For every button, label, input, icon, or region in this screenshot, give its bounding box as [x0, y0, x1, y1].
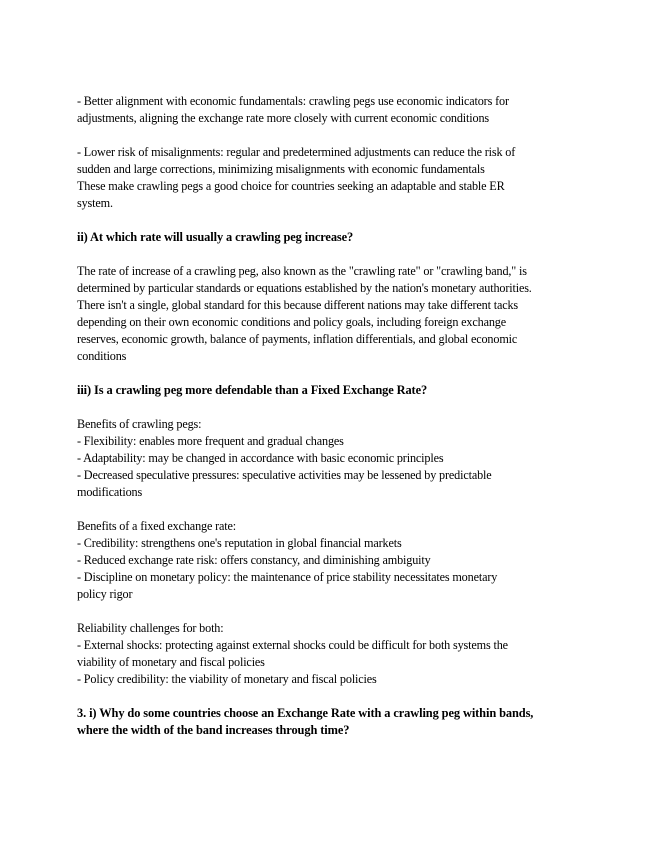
text-line: Reliability challenges for both: [77, 621, 224, 635]
text-line: There isn't a single, global standard for this because different nations may take different tacks [77, 298, 519, 312]
text-line: - Flexibility: enables more frequent and gradual changes [77, 434, 344, 448]
paragraph-gap [77, 399, 577, 416]
heading-line: ii) At which rate will usually a crawling peg increase? [77, 230, 354, 244]
text-line: determined by particular standards or equations established by the nation's monetary authorities. [77, 281, 532, 295]
text-line: - Decreased speculative pressures: speculative activities may be lessened by predictable [77, 468, 492, 482]
paragraph-gap [77, 365, 577, 382]
text-line: Benefits of crawling pegs: [77, 417, 202, 431]
text-line: reserves, economic growth, balance of payments, inflation differentials, and global economic [77, 332, 518, 346]
document-page [77, 93, 577, 739]
text-line: The rate of increase of a crawling peg, also known as the "crawling rate" or "crawling band," is [77, 264, 527, 278]
text-line: policy rigor [77, 587, 133, 601]
text-line: sudden and large corrections, minimizing misalignments with economic fundamentals [77, 162, 485, 176]
paragraph-gap [77, 603, 577, 620]
text-line: - Lower risk of misalignments: regular and predetermined adjustments can reduce the risk of [77, 145, 516, 159]
text-line: conditions [77, 349, 127, 363]
paragraph-misalignment-risk [77, 144, 577, 212]
text-line: - Discipline on monetary policy: the maintenance of price stability necessitates monetary [77, 570, 498, 584]
paragraph-crawling-rate [77, 263, 577, 365]
paragraph-gap [77, 688, 577, 705]
section-heading-crawling-rate [77, 229, 577, 246]
text-line: - Reduced exchange rate risk: offers constancy, and diminishing ambiguity [77, 553, 431, 567]
text-line: adjustments, aligning the exchange rate more closely with current economic conditions [77, 111, 489, 125]
text-line: viability of monetary and fiscal policies [77, 655, 265, 669]
text-line: - External shocks: protecting against external shocks could be difficult for both systems the [77, 638, 508, 652]
text-line: modifications [77, 485, 143, 499]
text-line: depending on their own economic conditions and policy goals, including foreign exchange [77, 315, 506, 329]
paragraph-gap [77, 501, 577, 518]
text-line: system. [77, 196, 113, 210]
text-line: - Adaptability: may be changed in accordance with basic economic principles [77, 451, 444, 465]
section-heading-defendability [77, 382, 577, 399]
paragraph-gap [77, 212, 577, 229]
paragraph-fixed-rate-benefits [77, 518, 577, 603]
heading-line: 3. i) Why do some countries choose an Exchange Rate with a crawling peg within bands, [77, 706, 534, 720]
section-heading-band-question [77, 705, 577, 739]
text-line: These make crawling pegs a good choice for countries seeking an adaptable and stable ER [77, 179, 505, 193]
paragraph-gap [77, 246, 577, 263]
text-line: - Credibility: strengthens one's reputation in global financial markets [77, 536, 402, 550]
paragraph-alignment-benefit [77, 93, 577, 127]
text-line: - Better alignment with economic fundamentals: crawling pegs use economic indicators for [77, 94, 509, 108]
paragraph-gap [77, 127, 577, 144]
paragraph-reliability-challenges [77, 620, 577, 688]
paragraph-crawling-peg-benefits [77, 416, 577, 501]
heading-line: iii) Is a crawling peg more defendable than a Fixed Exchange Rate? [77, 383, 428, 397]
text-line: - Policy credibility: the viability of monetary and fiscal policies [77, 672, 377, 686]
heading-line: where the width of the band increases through time? [77, 723, 350, 737]
text-line: Benefits of a fixed exchange rate: [77, 519, 237, 533]
